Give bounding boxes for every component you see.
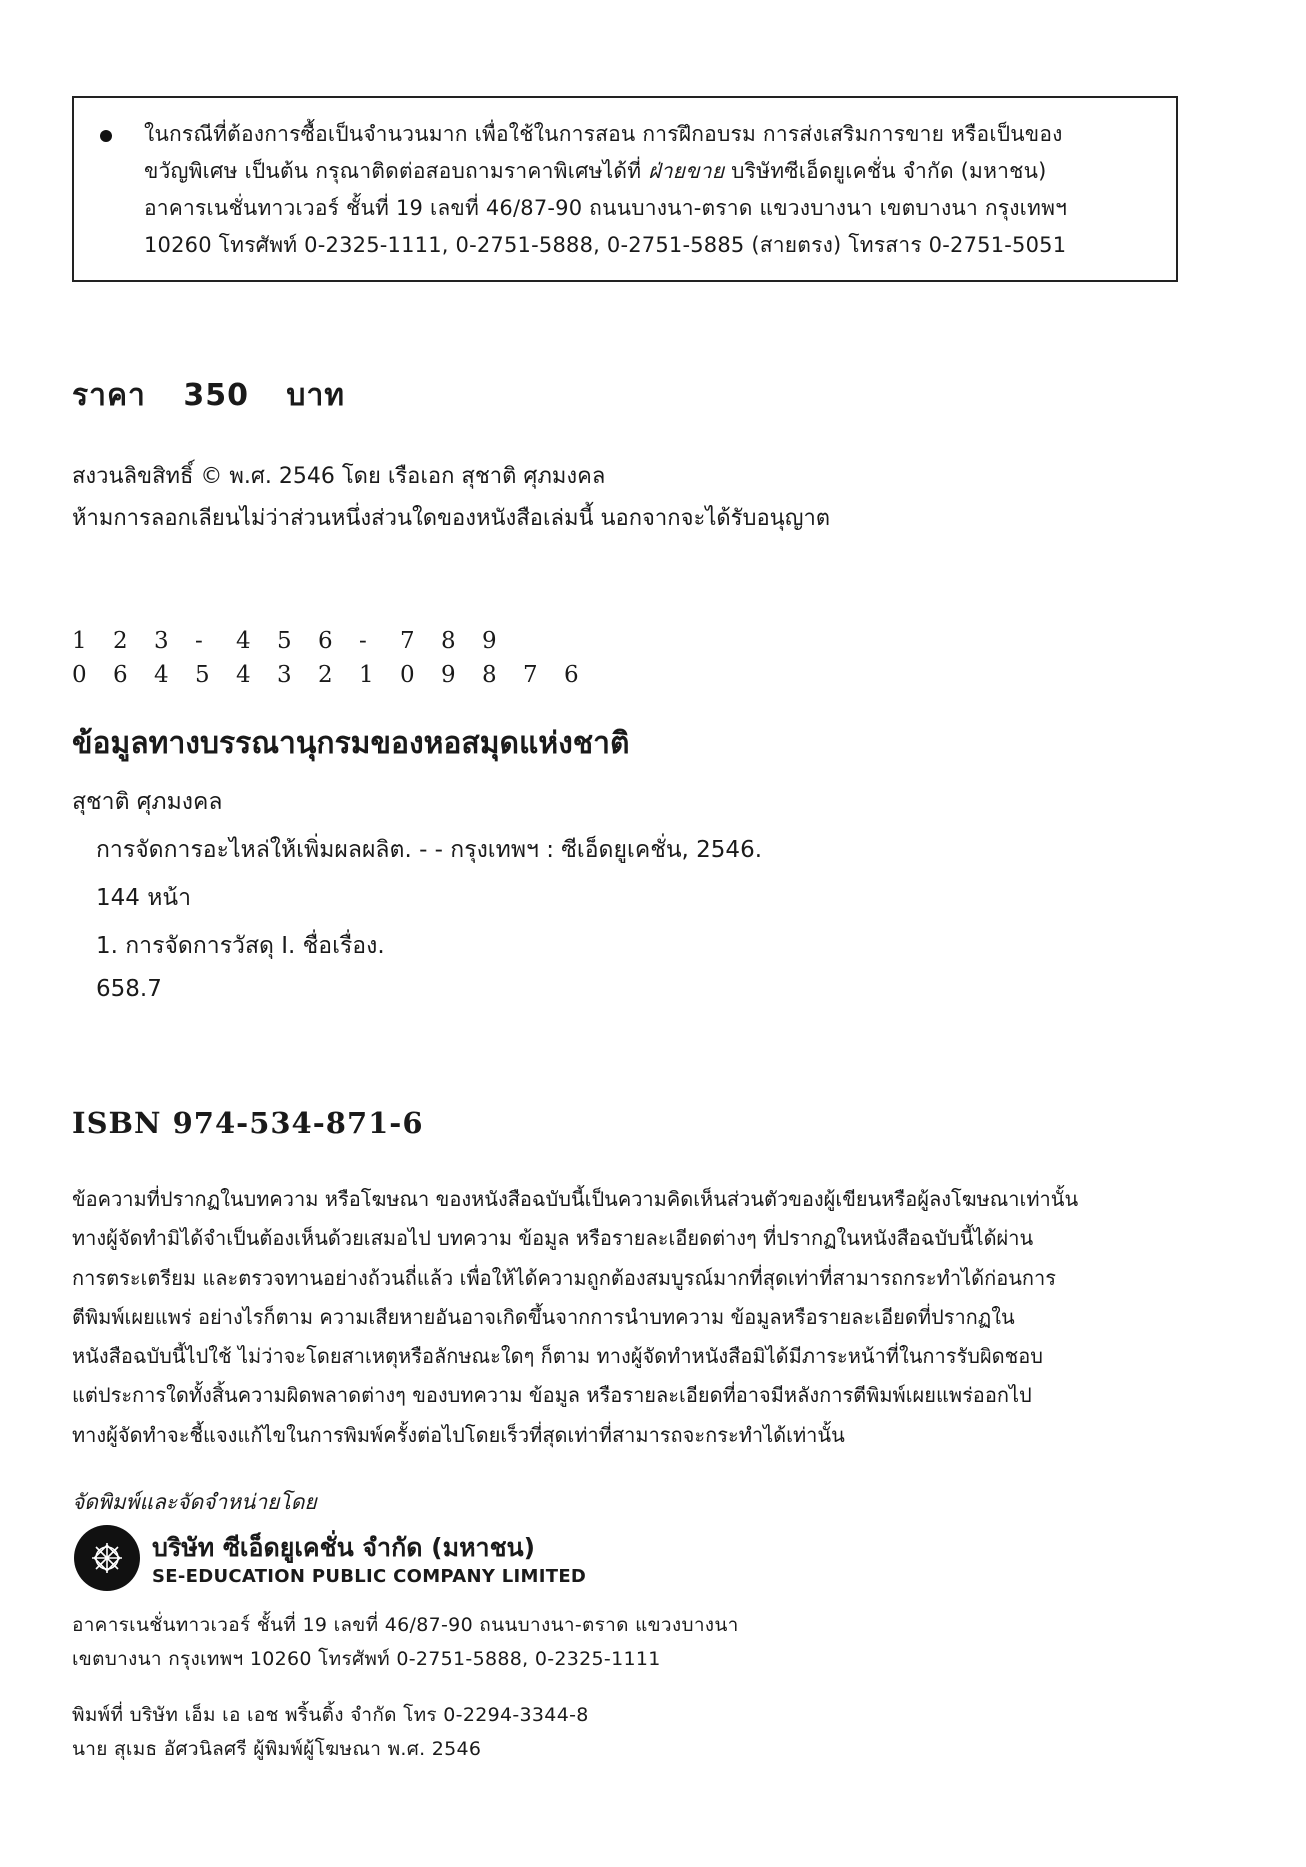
notice-line-1: ในกรณีที่ต้องการซื้อเป็นจำนวนมาก เพื่อใช้ในการสอน การฝึกอบรม การส่งเสริมการขาย หรือเป็นของ [144, 122, 1063, 146]
disclaimer-line: ทางผู้จัดทำจะชี้แจงแก้ไขในการพิมพ์ครั้งต่อไปโดยเร็วที่สุดเท่าที่สามารถจะกระทำได้เท่านั้น [72, 1422, 845, 1447]
notice-line-2: ขวัญพิเศษ เป็นต้น กรุณาติดต่อสอบถามราคาพิเศษได้ที่ ฝ่ายขาย บริษัทซีเอ็ดยูเคชั่น จำกัด (มหาชน) [144, 159, 1047, 183]
price-amount: 350 [183, 378, 249, 413]
cip-subject: 1. การจัดการวัสดุ I. ชื่อเรื่อง. [96, 933, 385, 959]
cip-author: สุชาติ ศุภมงคล [72, 789, 223, 815]
publisher-address-2: เขตบางนา กรุงเทพฯ 10260 โทรศัพท์ 0-2751-5888, 0-2325-1111 [72, 1648, 661, 1670]
price [72, 372, 371, 419]
disclaimer-line: ตีพิมพ์เผยแพร่ อย่างไรก็ตาม ความเสียหายอันอาจเกิดขึ้นจากการนำบทความ ข้อมูลหรือรายละเอียดที่ปรากฏใน [72, 1304, 1015, 1329]
disclaimer-line: ทางผู้จัดทำมิได้จำเป็นต้องเห็นด้วยเสมอไป บทความ ข้อมูล หรือรายละเอียดต่างๆ ที่ปรากฏในหนังสือฉบับนี้ได้ผ่าน [72, 1226, 1034, 1251]
print-code-row-1: 1 2 3 - 4 5 6 - 7 8 9 [72, 628, 497, 654]
isbn: ISBN 974-534-871-6 [72, 1106, 424, 1140]
notice-line-3: อาคารเนชั่นทาวเวอร์ ชั้นที่ 19 เลขที่ 46/87-90 ถนนบางนา-ตราด แขวงบางนา เขตบางนา กรุงเทพฯ [144, 196, 1068, 220]
printer-line-2: นาย สุเมธ อัศวนิลศรี ผู้พิมพ์ผู้โฆษณา พ.ศ. 2546 [72, 1738, 482, 1760]
notice-line-4: 10260 โทรศัพท์ 0-2325-1111, 0-2751-5888, 0-2751-5885 (สายตรง) โทรสาร 0-2751-5051 [144, 233, 1067, 257]
disclaimer-line: แต่ประการใดทั้งสิ้นความผิดพลาดต่างๆ ของบทความ ข้อมูล หรือรายละเอียดที่อาจมีหลังการตีพิมพ์เผยแพร่ออกไป [72, 1383, 1032, 1408]
sales-dept: ฝ่ายขาย [648, 159, 725, 183]
publisher-address-1: อาคารเนชั่นทาวเวอร์ ชั้นที่ 19 เลขที่ 46/87-90 ถนนบางนา-ตราด แขวงบางนา [72, 1614, 739, 1636]
cip-title: ข้อมูลทางบรรณานุกรมของหอสมุดแห่งชาติ [72, 726, 630, 761]
reproduction-notice: ห้ามการลอกเลียนไม่ว่าส่วนหนึ่งส่วนใดของหนังสือเล่มนี้ นอกจากจะได้รับอนุญาต [72, 506, 831, 531]
printer-line-1: พิมพ์ที่ บริษัท เอ็ม เอ เอช พริ้นติ้ง จำกัด โทร 0-2294-3344-8 [72, 1704, 589, 1726]
disclaimer [72, 1180, 1182, 1455]
copyright-line: สงวนลิขสิทธิ์ © พ.ศ. 2546 โดย เรือเอก สุชาติ ศุภมงคล [72, 464, 606, 489]
disclaimer-line: ข้อความที่ปรากฏในบทความ หรือโฆษณา ของหนังสือฉบับนี้เป็นความคิดเห็นส่วนตัวของผู้เขียนหรือผู้ลงโฆษณาเท่านั้น [72, 1187, 1079, 1211]
disclaimer-line: หนังสือฉบับนี้ไปใช้ ไม่ว่าจะโดยสาเหตุหรือลักษณะใดๆ ก็ตาม ทางผู้จัดทำหนังสือมิได้มีภาระหน้าที่ในการรับผิดชอบ [72, 1344, 1043, 1369]
publisher-logo-icon [74, 1525, 140, 1591]
publisher-name-th: บริษัท ซีเอ็ดยูเคชั่น จำกัด (มหาชน) [152, 1533, 536, 1562]
print-code-row-2: 0 6 4 5 4 3 2 1 0 9 8 7 6 [72, 662, 579, 688]
price-label: ราคา [72, 378, 146, 413]
cip-classification: 658.7 [96, 976, 162, 1002]
bullet-icon [100, 130, 112, 142]
publisher-label: จัดพิมพ์และจัดจำหน่ายโดย [72, 1490, 317, 1514]
cip-entry: การจัดการอะไหล่ให้เพิ่มผลผลิต. - - กรุงเทพฯ : ซีเอ็ดยูเคชั่น, 2546. [96, 837, 763, 863]
cip-pages: 144 หน้า [96, 885, 192, 911]
price-currency: บาท [286, 378, 346, 413]
disclaimer-line: การตระเตรียม และตรวจทานอย่างถ้วนถี่แล้ว เพื่อให้ได้ความถูกต้องสมบูรณ์มากที่สุดเท่าที่สามารถกระทำได้ก่อนการ [72, 1265, 1057, 1290]
bulk-order-notice [72, 96, 1178, 282]
publisher-name-en: SE-EDUCATION PUBLIC COMPANY LIMITED [152, 1566, 587, 1587]
